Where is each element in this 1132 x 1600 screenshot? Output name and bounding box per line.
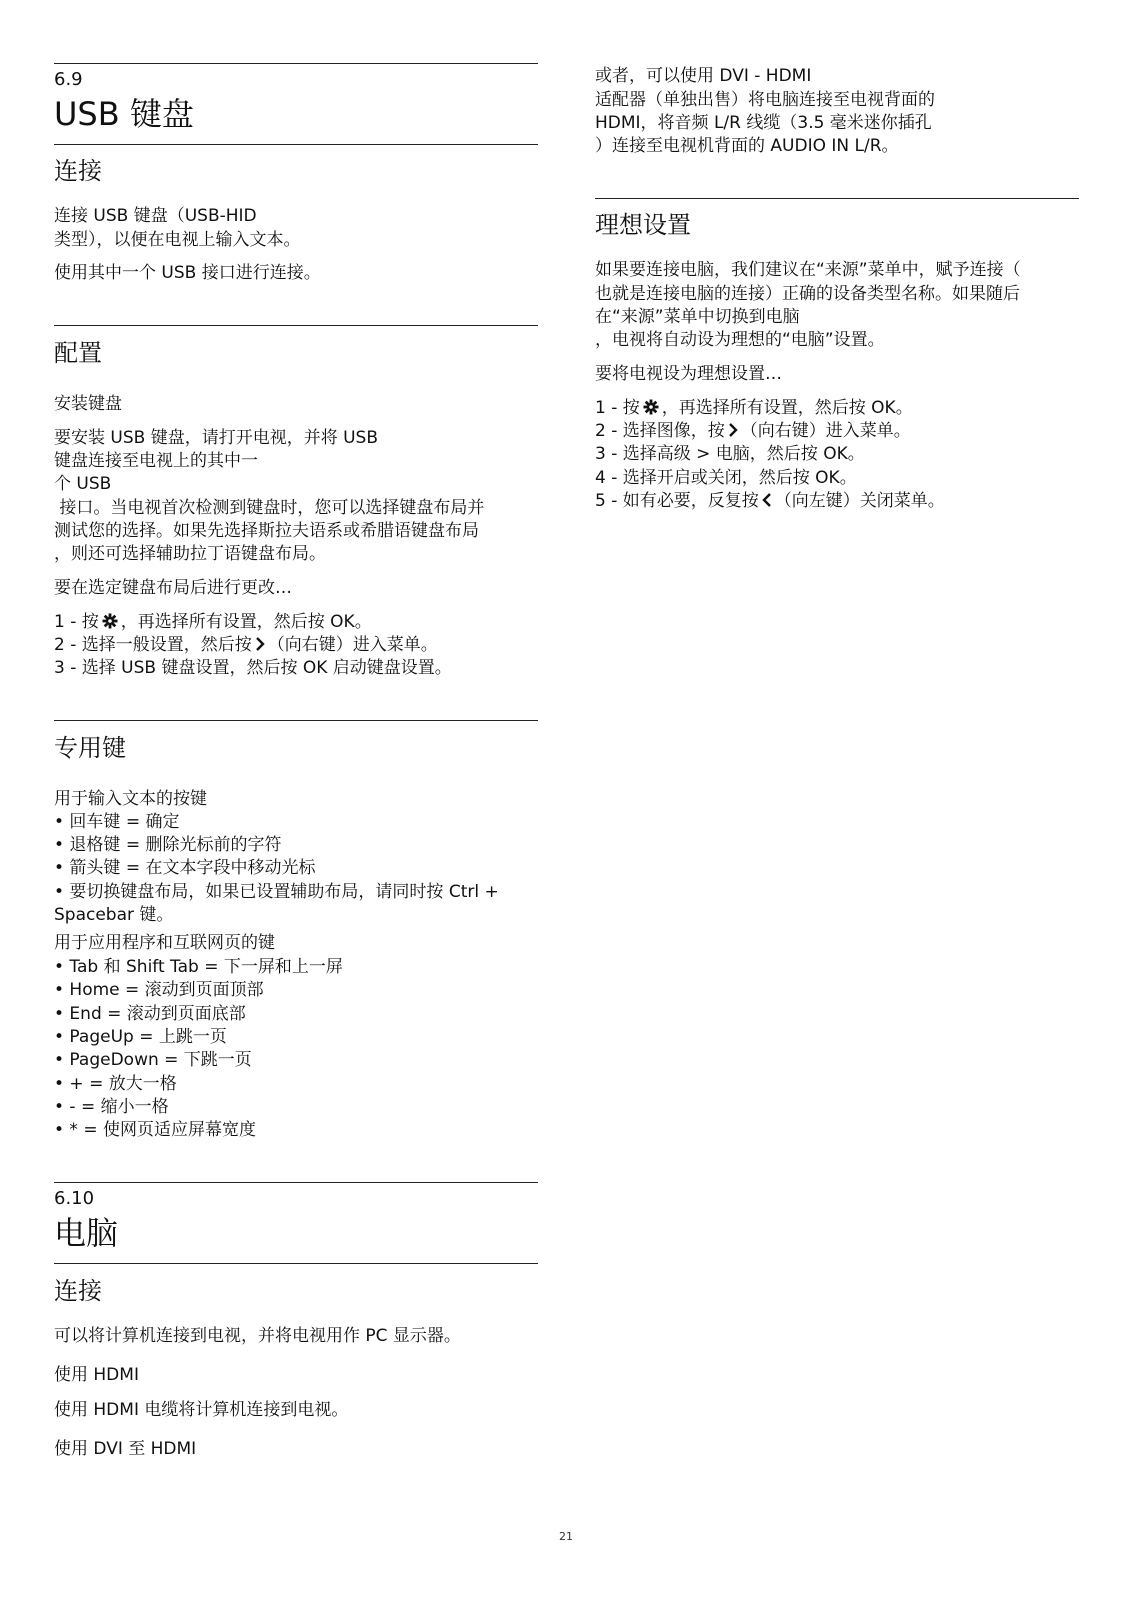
paragraph-line: 类型），以便在电视上输入文本。	[54, 230, 301, 250]
divider	[54, 63, 538, 64]
list-item: • 箭头键 = 在文本字段中移动光标	[54, 858, 316, 878]
heading-connect: 连接	[54, 157, 102, 185]
step-text: ，再选择所有设置，然后按 OK。	[120, 612, 372, 632]
divider	[54, 720, 538, 721]
divider	[54, 1182, 538, 1183]
section-number: 6.9	[54, 69, 83, 90]
list-item: • PageUp = 上跳一页	[54, 1027, 227, 1047]
list-item: • * = 使网页适应屏幕宽度	[54, 1120, 256, 1140]
step-text: （向右键）进入菜单。	[740, 421, 911, 441]
list-item: • PageDown = 下跳一页	[54, 1050, 252, 1070]
divider	[54, 1263, 538, 1264]
step-text: 2 - 选择一般设置，然后按	[54, 635, 252, 655]
paragraph-line: ，电视将自动设为理想的“电脑”设置。	[595, 330, 885, 350]
list-item: • 要切换键盘布局，如果已设置辅助布局，请同时按 Ctrl +	[54, 882, 499, 902]
paragraph-line: 也就是连接电脑的连接）正确的设备类型名称。如果随后	[595, 284, 1020, 304]
paragraph: 要将电视设为理想设置…	[595, 364, 782, 384]
divider	[54, 144, 538, 145]
subheading: 用于输入文本的按键	[54, 789, 207, 809]
list-item: • 回车键 = 确定	[54, 812, 180, 832]
section-title: 电脑	[54, 1214, 119, 1252]
paragraph: 可以将计算机连接到电视，并将电视用作 PC 显示器。	[54, 1326, 461, 1346]
paragraph-line: 在“来源”菜单中切换到电脑	[595, 307, 800, 327]
paragraph: 要在选定键盘布局后进行更改…	[54, 578, 292, 598]
list-item: • Home = 滚动到页面顶部	[54, 980, 264, 1000]
list-item: • - = 缩小一格	[54, 1097, 169, 1117]
subheading: 安装键盘	[54, 394, 122, 414]
step-text: 1 - 按	[54, 612, 99, 632]
page-number: 21	[559, 1530, 573, 1543]
paragraph: 使用 HDMI 电缆将计算机连接到电视。	[54, 1400, 349, 1420]
heading-config: 配置	[54, 339, 102, 367]
paragraph-line: 个 USB	[54, 474, 112, 494]
subheading: 使用 DVI 至 HDMI	[54, 1439, 197, 1459]
divider	[595, 198, 1079, 199]
step-5	[595, 489, 945, 515]
list-item: Spacebar 键。	[54, 905, 174, 925]
step-3: 3 - 选择 USB 键盘设置，然后按 OK 启动键盘设置。	[54, 658, 452, 678]
heading-connect: 连接	[54, 1277, 102, 1305]
section-number: 6.10	[54, 1188, 95, 1209]
paragraph-line: 键盘连接至电视上的其中一	[54, 451, 258, 471]
paragraph-line: ）连接至电视机背面的 AUDIO IN L/R。	[595, 136, 899, 156]
paragraph-line: 接口。当电视首次检测到键盘时，您可以选择键盘布局并	[54, 498, 485, 518]
chevron-left-icon	[762, 491, 772, 515]
paragraph-line: ，则还可选择辅助拉丁语键盘布局。	[54, 544, 326, 564]
heading-special-keys: 专用键	[54, 734, 126, 762]
paragraph-line: 要安装 USB 键盘，请打开电视，并将 USB	[54, 428, 379, 448]
step-text: 5 - 如有必要，反复按	[595, 491, 759, 511]
step-text: （向右键）进入菜单。	[267, 635, 438, 655]
step-text: 2 - 选择图像，按	[595, 421, 725, 441]
paragraph-line: HDMI，将音频 L/R 线缆（3.5 毫米迷你插孔	[595, 113, 932, 133]
step-text: 1 - 按	[595, 398, 640, 418]
paragraph-line: 测试您的选择。如果先选择斯拉夫语系或希腊语键盘布局	[54, 521, 479, 541]
list-item: • 退格键 = 删除光标前的字符	[54, 835, 282, 855]
paragraph-line: 如果要连接电脑，我们建议在“来源”菜单中，赋予连接（	[595, 260, 1021, 280]
section-title: USB 键盘	[54, 95, 194, 133]
subheading: 用于应用程序和互联网页的键	[54, 933, 275, 953]
list-item: • Tab 和 Shift Tab = 下一屏和上一屏	[54, 957, 343, 977]
paragraph-line: 或者，可以使用 DVI - HDMI	[595, 66, 812, 86]
paragraph-line: 适配器（单独出售）将电脑连接至电视背面的	[595, 90, 935, 110]
step-text: （向左键）关闭菜单。	[774, 491, 945, 511]
step-4: 4 - 选择开启或关闭，然后按 OK。	[595, 468, 857, 488]
list-item: • + = 放大一格	[54, 1074, 177, 1094]
step-text: ，再选择所有设置，然后按 OK。	[661, 398, 913, 418]
divider	[54, 325, 538, 326]
paragraph: 使用其中一个 USB 接口进行连接。	[54, 263, 321, 283]
paragraph-line: 连接 USB 键盘（USB-HID	[54, 206, 257, 226]
list-item: • End = 滚动到页面底部	[54, 1004, 246, 1024]
heading-ideal-settings: 理想设置	[595, 211, 691, 239]
subheading: 使用 HDMI	[54, 1365, 139, 1385]
step-3: 3 - 选择高级 > 电脑，然后按 OK。	[595, 444, 865, 464]
